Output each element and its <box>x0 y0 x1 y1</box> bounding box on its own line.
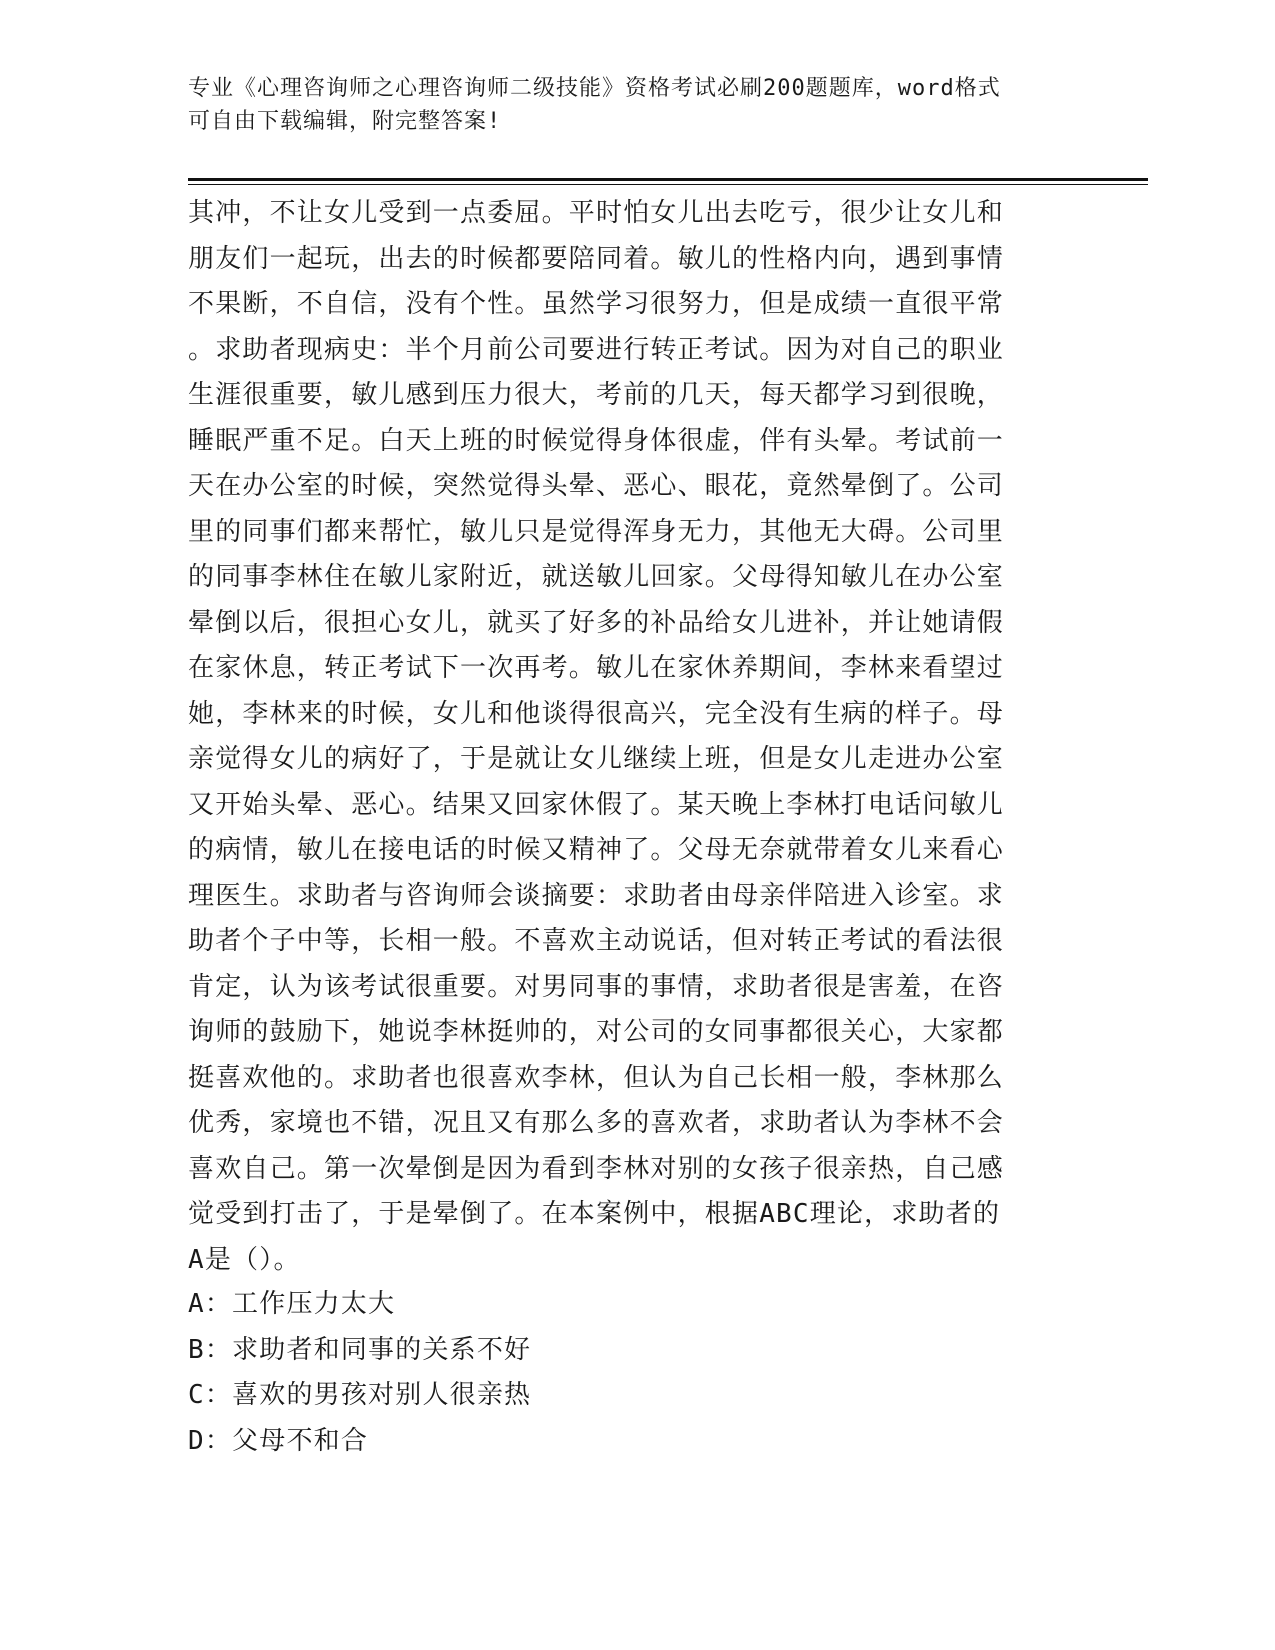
header-divider-thin <box>188 184 1148 185</box>
passage-line: 理医生。求助者与咨询师会谈摘要：求助者由母亲伴陪进入诊室。求 <box>188 880 1005 911</box>
passage-line: 挺喜欢他的。求助者也很喜欢李林，但认为自己长相一般，李林那么 <box>188 1062 1005 1093</box>
passage-line: 又开始头晕、恶心。结果又回家休假了。某天晚上李林打电话问敏儿 <box>188 789 1005 820</box>
passage-line: 的同事李林住在敏儿家附近，就送敏儿回家。父母得知敏儿在办公室 <box>188 562 1005 592</box>
passage-line: 她，李林来的时候，女儿和他谈得很高兴，完全没有生病的样子。母 <box>188 698 1005 729</box>
passage-line: 喜欢自己。第一次晕倒是因为看到李林对别的女孩子很亲热，自己感 <box>188 1153 1005 1184</box>
passage-line: 优秀，家境也不错，况且又有那么多的喜欢者，求助者认为李林不会 <box>188 1108 1005 1138</box>
passage-line: 在家休息，转正考试下一次再考。敏儿在家休养期间，李林来看望过 <box>188 653 1005 683</box>
page-header <box>188 72 1068 138</box>
header-title-line-2: 可自由下载编辑，附完整答案! <box>188 109 502 134</box>
passage-line: 不果断，不自信，没有个性。虽然学习很努力，但是成绩一直很平常 <box>188 289 1005 319</box>
passage-line: 的病情，敏儿在接电话的时候又精神了。父母无奈就带着女儿来看心 <box>188 835 1005 865</box>
passage-line: 肯定，认为该考试很重要。对男同事的事情，求助者很是害羞，在咨 <box>188 971 1005 1002</box>
header-divider-thick <box>188 178 1148 181</box>
passage-line: 。求助者现病史：半个月前公司要进行转正考试。因为对自己的职业 <box>188 334 1005 365</box>
header-title-line-1: 专业《心理咨询师之心理咨询师二级技能》资格考试必刷200题题库，word格式 <box>188 76 1001 101</box>
passage-line: 晕倒以后，很担心女儿，就买了好多的补品给女儿进补，并让她请假 <box>188 607 1005 638</box>
passage-line: 天在办公室的时候，突然觉得头晕、恶心、眼花，竟然晕倒了。公司 <box>188 471 1005 501</box>
passage-line: 亲觉得女儿的病好了，于是就让女儿继续上班，但是女儿走进办公室 <box>188 744 1005 774</box>
passage-line: 生涯很重要，敏儿感到压力很大，考前的几天，每天都学习到很晚， <box>188 380 1005 410</box>
option-b: B：求助者和同事的关系不好 <box>188 1334 532 1365</box>
passage-line: 询师的鼓励下，她说李林挺帅的，对公司的女同事都很关心，大家都 <box>188 1017 1005 1047</box>
option-c: C：喜欢的男孩对别人很亲热 <box>188 1380 532 1410</box>
option-a: A：工作压力太大 <box>188 1289 396 1319</box>
option-d: D：父母不和合 <box>188 1425 369 1456</box>
passage-line: 里的同事们都来帮忙，敏儿只是觉得浑身无力，其他无大碍。公司里 <box>188 516 1005 547</box>
answer-options <box>188 1282 1068 1464</box>
passage-line: 其冲，不让女儿受到一点委屈。平时怕女儿出去吃亏，很少让女儿和 <box>188 198 1005 228</box>
passage-line: 助者个子中等，长相一般。不喜欢主动说话，但对转正考试的看法很 <box>188 926 1005 956</box>
question-passage <box>188 191 1068 1283</box>
passage-line: 朋友们一起玩，出去的时候都要陪同着。敏儿的性格内向，遇到事情 <box>188 243 1005 274</box>
passage-line: 睡眠严重不足。白天上班的时候觉得身体很虚，伴有头晕。考试前一 <box>188 425 1005 456</box>
passage-line: A是（）。 <box>188 1244 301 1275</box>
passage-line: 觉受到打击了，于是晕倒了。在本案例中，根据ABC理论，求助者的 <box>188 1199 1001 1229</box>
